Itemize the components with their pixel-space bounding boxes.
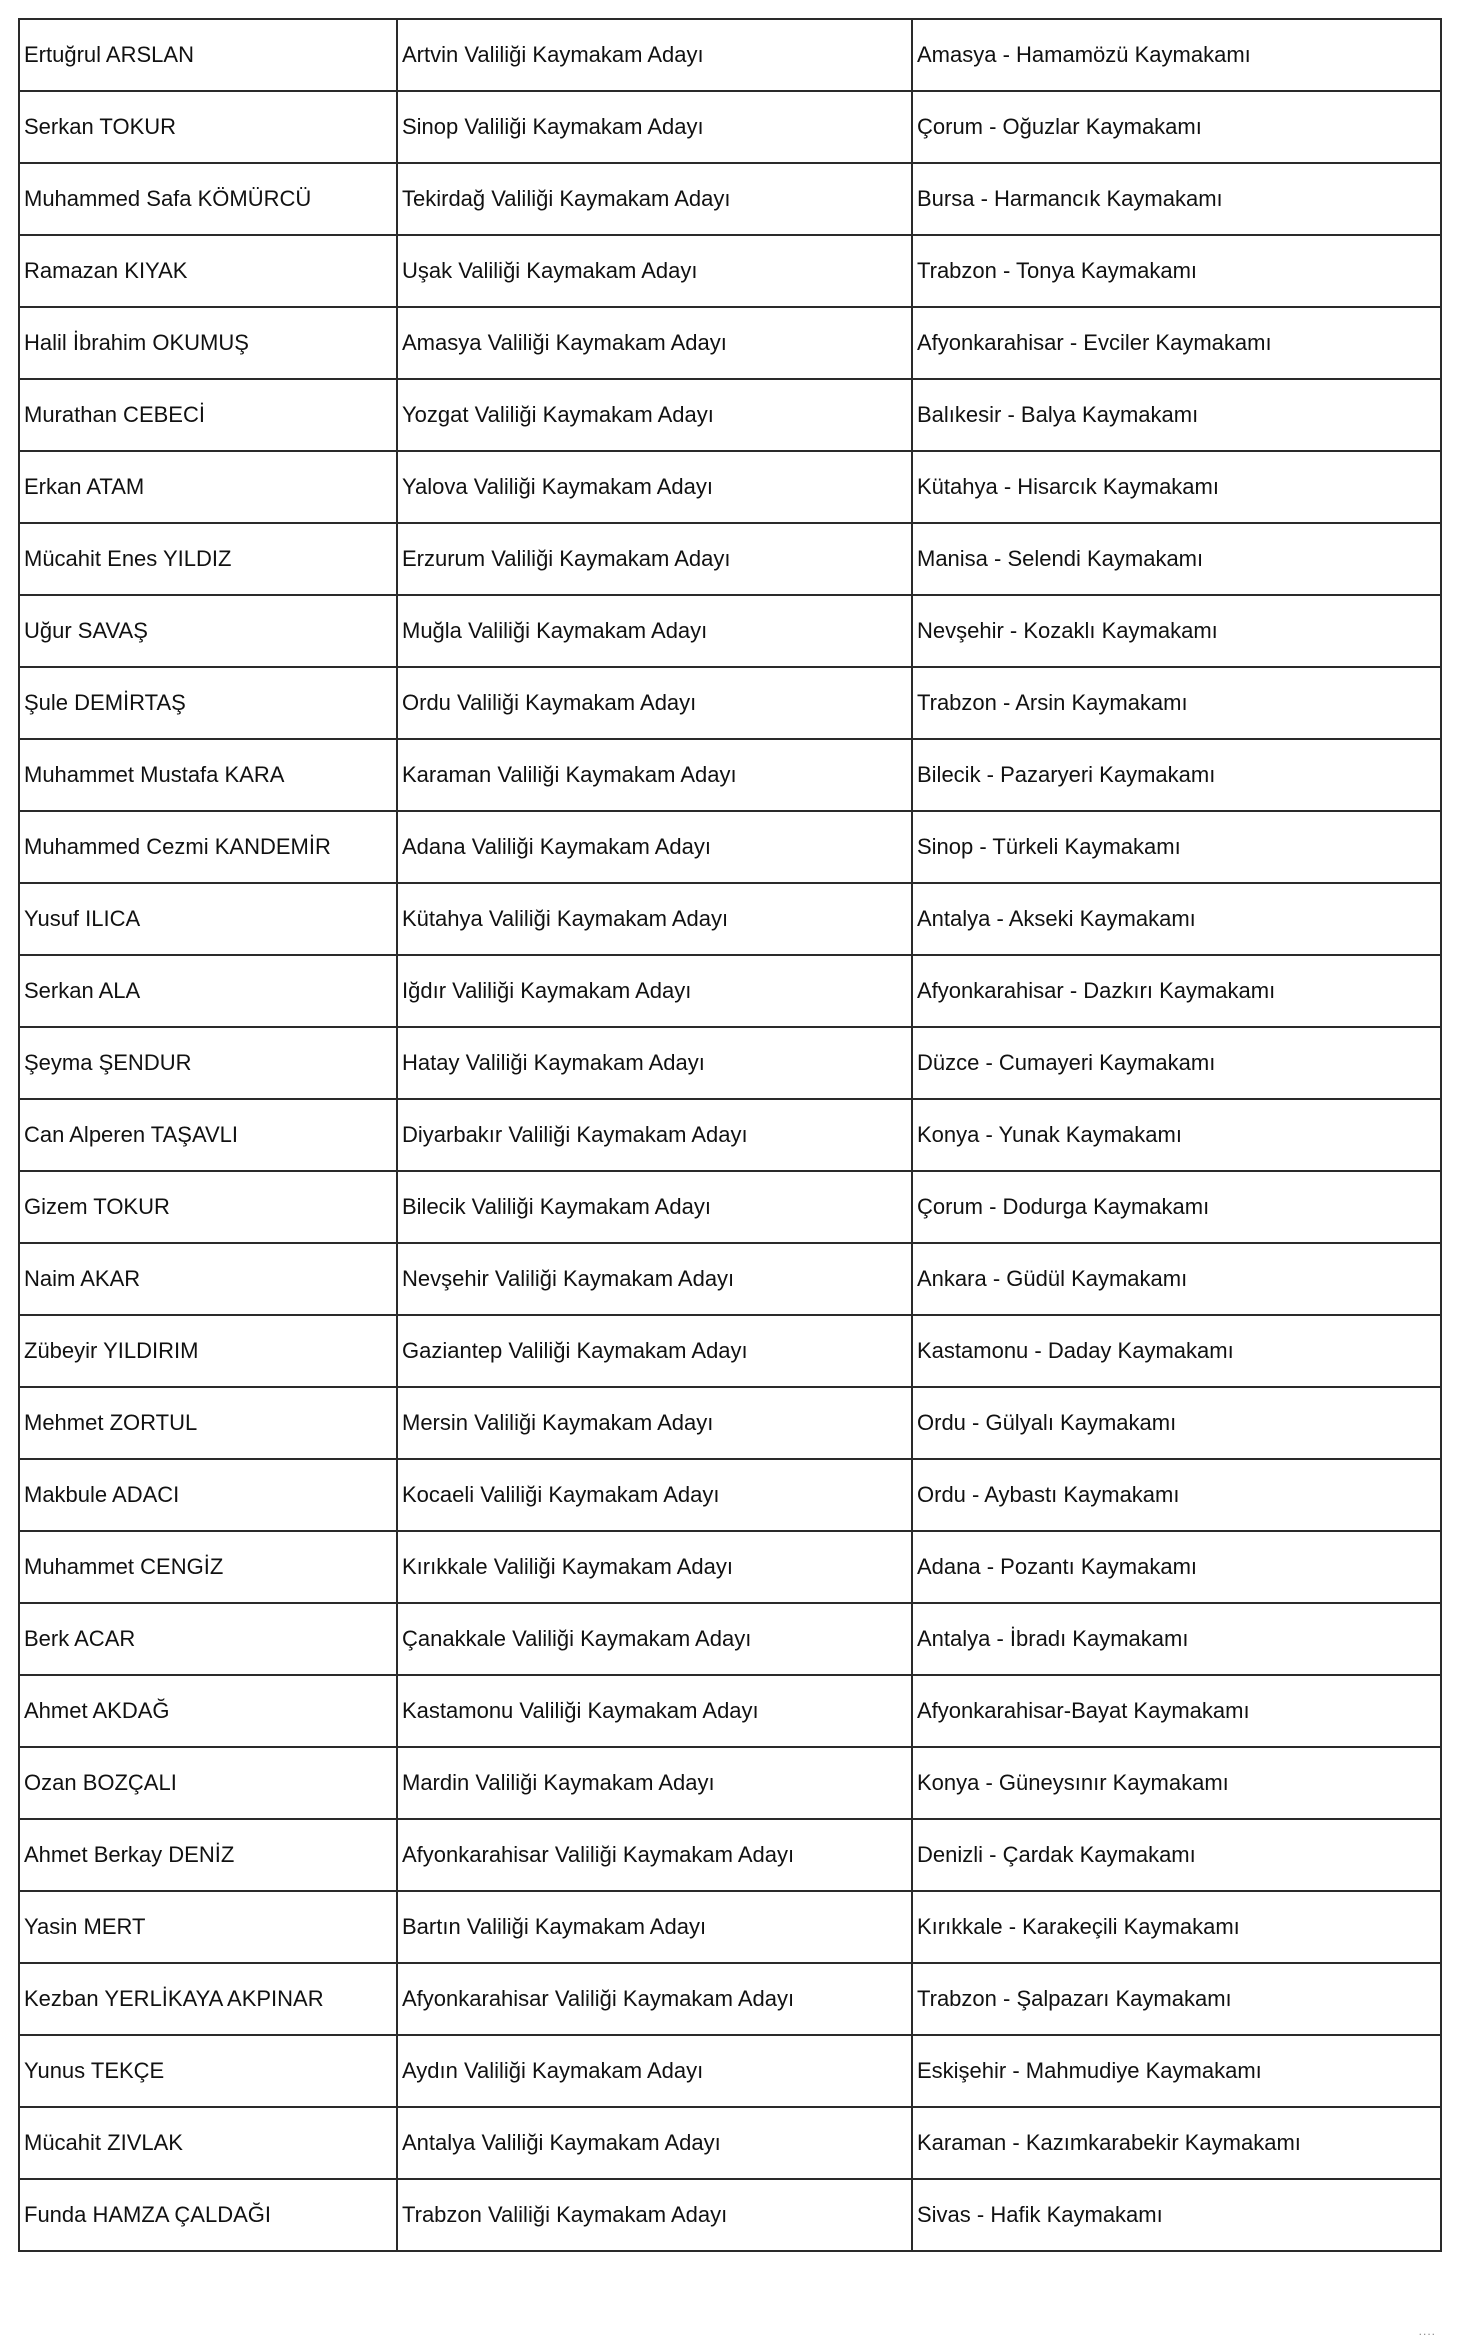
table-row	[19, 307, 1441, 379]
current-post-cell: Trabzon Valiliği Kaymakam Adayı	[397, 2179, 912, 2251]
new-post-cell: Trabzon - Şalpazarı Kaymakamı	[912, 1963, 1441, 2035]
new-post-cell: Amasya - Hamamözü Kaymakamı	[912, 19, 1441, 91]
new-post-cell: Adana - Pozantı Kaymakamı	[912, 1531, 1441, 1603]
new-post-cell: Antalya - İbradı Kaymakamı	[912, 1603, 1441, 1675]
current-post-cell: Karaman Valiliği Kaymakam Adayı	[397, 739, 912, 811]
new-post-cell: Çorum - Dodurga Kaymakamı	[912, 1171, 1441, 1243]
current-post-cell: Yalova Valiliği Kaymakam Adayı	[397, 451, 912, 523]
person-name-cell: Şule DEMİRTAŞ	[19, 667, 397, 739]
new-post-cell: Trabzon - Arsin Kaymakamı	[912, 667, 1441, 739]
current-post-cell: Tekirdağ Valiliği Kaymakam Adayı	[397, 163, 912, 235]
current-post-cell: Erzurum Valiliği Kaymakam Adayı	[397, 523, 912, 595]
new-post-cell: Düzce - Cumayeri Kaymakamı	[912, 1027, 1441, 1099]
person-name-cell: Ertuğrul ARSLAN	[19, 19, 397, 91]
table-row	[19, 2179, 1441, 2251]
current-post-cell: Çanakkale Valiliği Kaymakam Adayı	[397, 1603, 912, 1675]
table-row	[19, 163, 1441, 235]
new-post-cell: Manisa - Selendi Kaymakamı	[912, 523, 1441, 595]
new-post-cell: Karaman - Kazımkarabekir Kaymakamı	[912, 2107, 1441, 2179]
table-row	[19, 1891, 1441, 1963]
current-post-cell: Antalya Valiliği Kaymakam Adayı	[397, 2107, 912, 2179]
table-row	[19, 667, 1441, 739]
table-row	[19, 1027, 1441, 1099]
person-name-cell: Şeyma ŞENDUR	[19, 1027, 397, 1099]
table-row	[19, 1243, 1441, 1315]
current-post-cell: Iğdır Valiliği Kaymakam Adayı	[397, 955, 912, 1027]
person-name-cell: Berk ACAR	[19, 1603, 397, 1675]
person-name-cell: Halil İbrahim OKUMUŞ	[19, 307, 397, 379]
table-row	[19, 1603, 1441, 1675]
new-post-cell: Ordu - Gülyalı Kaymakamı	[912, 1387, 1441, 1459]
current-post-cell: Bartın Valiliği Kaymakam Adayı	[397, 1891, 912, 1963]
table-row	[19, 379, 1441, 451]
current-post-cell: Kastamonu Valiliği Kaymakam Adayı	[397, 1675, 912, 1747]
person-name-cell: Serkan TOKUR	[19, 91, 397, 163]
current-post-cell: Aydın Valiliği Kaymakam Adayı	[397, 2035, 912, 2107]
table-row	[19, 1747, 1441, 1819]
new-post-cell: Antalya - Akseki Kaymakamı	[912, 883, 1441, 955]
table-row	[19, 955, 1441, 1027]
new-post-cell: Eskişehir - Mahmudiye Kaymakamı	[912, 2035, 1441, 2107]
new-post-cell: Afyonkarahisar - Dazkırı Kaymakamı	[912, 955, 1441, 1027]
person-name-cell: Yusuf ILICA	[19, 883, 397, 955]
new-post-cell: Konya - Yunak Kaymakamı	[912, 1099, 1441, 1171]
new-post-cell: Çorum - Oğuzlar Kaymakamı	[912, 91, 1441, 163]
current-post-cell: Ordu Valiliği Kaymakam Adayı	[397, 667, 912, 739]
appointment-table-body	[19, 19, 1441, 2251]
table-row	[19, 739, 1441, 811]
current-post-cell: Afyonkarahisar Valiliği Kaymakam Adayı	[397, 1819, 912, 1891]
table-row	[19, 2035, 1441, 2107]
new-post-cell: Sivas - Hafik Kaymakamı	[912, 2179, 1441, 2251]
table-row	[19, 1675, 1441, 1747]
new-post-cell: Trabzon - Tonya Kaymakamı	[912, 235, 1441, 307]
person-name-cell: Mehmet ZORTUL	[19, 1387, 397, 1459]
person-name-cell: Mücahit ZIVLAK	[19, 2107, 397, 2179]
person-name-cell: Gizem TOKUR	[19, 1171, 397, 1243]
table-row	[19, 235, 1441, 307]
person-name-cell: Ahmet AKDAĞ	[19, 1675, 397, 1747]
new-post-cell: Bilecik - Pazaryeri Kaymakamı	[912, 739, 1441, 811]
person-name-cell: Uğur SAVAŞ	[19, 595, 397, 667]
current-post-cell: Muğla Valiliği Kaymakam Adayı	[397, 595, 912, 667]
page-footer-mark: ....	[1418, 2324, 1436, 2338]
person-name-cell: Mücahit Enes YILDIZ	[19, 523, 397, 595]
current-post-cell: Sinop Valiliği Kaymakam Adayı	[397, 91, 912, 163]
table-row	[19, 91, 1441, 163]
current-post-cell: Bilecik Valiliği Kaymakam Adayı	[397, 1171, 912, 1243]
table-row	[19, 1819, 1441, 1891]
table-row	[19, 1531, 1441, 1603]
person-name-cell: Zübeyir YILDIRIM	[19, 1315, 397, 1387]
current-post-cell: Gaziantep Valiliği Kaymakam Adayı	[397, 1315, 912, 1387]
new-post-cell: Afyonkarahisar - Evciler Kaymakamı	[912, 307, 1441, 379]
person-name-cell: Ozan BOZÇALI	[19, 1747, 397, 1819]
new-post-cell: Kastamonu - Daday Kaymakamı	[912, 1315, 1441, 1387]
new-post-cell: Konya - Güneysınır Kaymakamı	[912, 1747, 1441, 1819]
current-post-cell: Afyonkarahisar Valiliği Kaymakam Adayı	[397, 1963, 912, 2035]
person-name-cell: Funda HAMZA ÇALDAĞI	[19, 2179, 397, 2251]
current-post-cell: Mersin Valiliği Kaymakam Adayı	[397, 1387, 912, 1459]
person-name-cell: Kezban YERLİKAYA AKPINAR	[19, 1963, 397, 2035]
current-post-cell: Yozgat Valiliği Kaymakam Adayı	[397, 379, 912, 451]
person-name-cell: Muhammet Mustafa KARA	[19, 739, 397, 811]
person-name-cell: Ramazan KIYAK	[19, 235, 397, 307]
current-post-cell: Mardin Valiliği Kaymakam Adayı	[397, 1747, 912, 1819]
person-name-cell: Can Alperen TAŞAVLI	[19, 1099, 397, 1171]
current-post-cell: Diyarbakır Valiliği Kaymakam Adayı	[397, 1099, 912, 1171]
person-name-cell: Serkan ALA	[19, 955, 397, 1027]
table-row	[19, 811, 1441, 883]
new-post-cell: Afyonkarahisar-Bayat Kaymakamı	[912, 1675, 1441, 1747]
person-name-cell: Makbule ADACI	[19, 1459, 397, 1531]
current-post-cell: Kütahya Valiliği Kaymakam Adayı	[397, 883, 912, 955]
person-name-cell: Yunus TEKÇE	[19, 2035, 397, 2107]
person-name-cell: Murathan CEBECİ	[19, 379, 397, 451]
new-post-cell: Denizli - Çardak Kaymakamı	[912, 1819, 1441, 1891]
table-row	[19, 2107, 1441, 2179]
table-row	[19, 1315, 1441, 1387]
new-post-cell: Kütahya - Hisarcık Kaymakamı	[912, 451, 1441, 523]
new-post-cell: Ordu - Aybastı Kaymakamı	[912, 1459, 1441, 1531]
table-row	[19, 523, 1441, 595]
person-name-cell: Muhammed Cezmi KANDEMİR	[19, 811, 397, 883]
current-post-cell: Uşak Valiliği Kaymakam Adayı	[397, 235, 912, 307]
table-row	[19, 595, 1441, 667]
current-post-cell: Hatay Valiliği Kaymakam Adayı	[397, 1027, 912, 1099]
new-post-cell: Kırıkkale - Karakeçili Kaymakamı	[912, 1891, 1441, 1963]
appointment-table	[18, 18, 1442, 2252]
table-row	[19, 883, 1441, 955]
person-name-cell: Muhammet CENGİZ	[19, 1531, 397, 1603]
table-row	[19, 1459, 1441, 1531]
table-row	[19, 451, 1441, 523]
new-post-cell: Balıkesir - Balya Kaymakamı	[912, 379, 1441, 451]
person-name-cell: Erkan ATAM	[19, 451, 397, 523]
current-post-cell: Kırıkkale Valiliği Kaymakam Adayı	[397, 1531, 912, 1603]
person-name-cell: Yasin MERT	[19, 1891, 397, 1963]
table-row	[19, 1387, 1441, 1459]
current-post-cell: Nevşehir Valiliği Kaymakam Adayı	[397, 1243, 912, 1315]
person-name-cell: Ahmet Berkay DENİZ	[19, 1819, 397, 1891]
new-post-cell: Bursa - Harmancık Kaymakamı	[912, 163, 1441, 235]
person-name-cell: Naim AKAR	[19, 1243, 397, 1315]
table-row	[19, 19, 1441, 91]
table-row	[19, 1171, 1441, 1243]
table-row	[19, 1963, 1441, 2035]
new-post-cell: Ankara - Güdül Kaymakamı	[912, 1243, 1441, 1315]
current-post-cell: Kocaeli Valiliği Kaymakam Adayı	[397, 1459, 912, 1531]
table-row	[19, 1099, 1441, 1171]
new-post-cell: Sinop - Türkeli Kaymakamı	[912, 811, 1441, 883]
current-post-cell: Adana Valiliği Kaymakam Adayı	[397, 811, 912, 883]
current-post-cell: Artvin Valiliği Kaymakam Adayı	[397, 19, 912, 91]
current-post-cell: Amasya Valiliği Kaymakam Adayı	[397, 307, 912, 379]
new-post-cell: Nevşehir - Kozaklı Kaymakamı	[912, 595, 1441, 667]
person-name-cell: Muhammed Safa KÖMÜRCÜ	[19, 163, 397, 235]
